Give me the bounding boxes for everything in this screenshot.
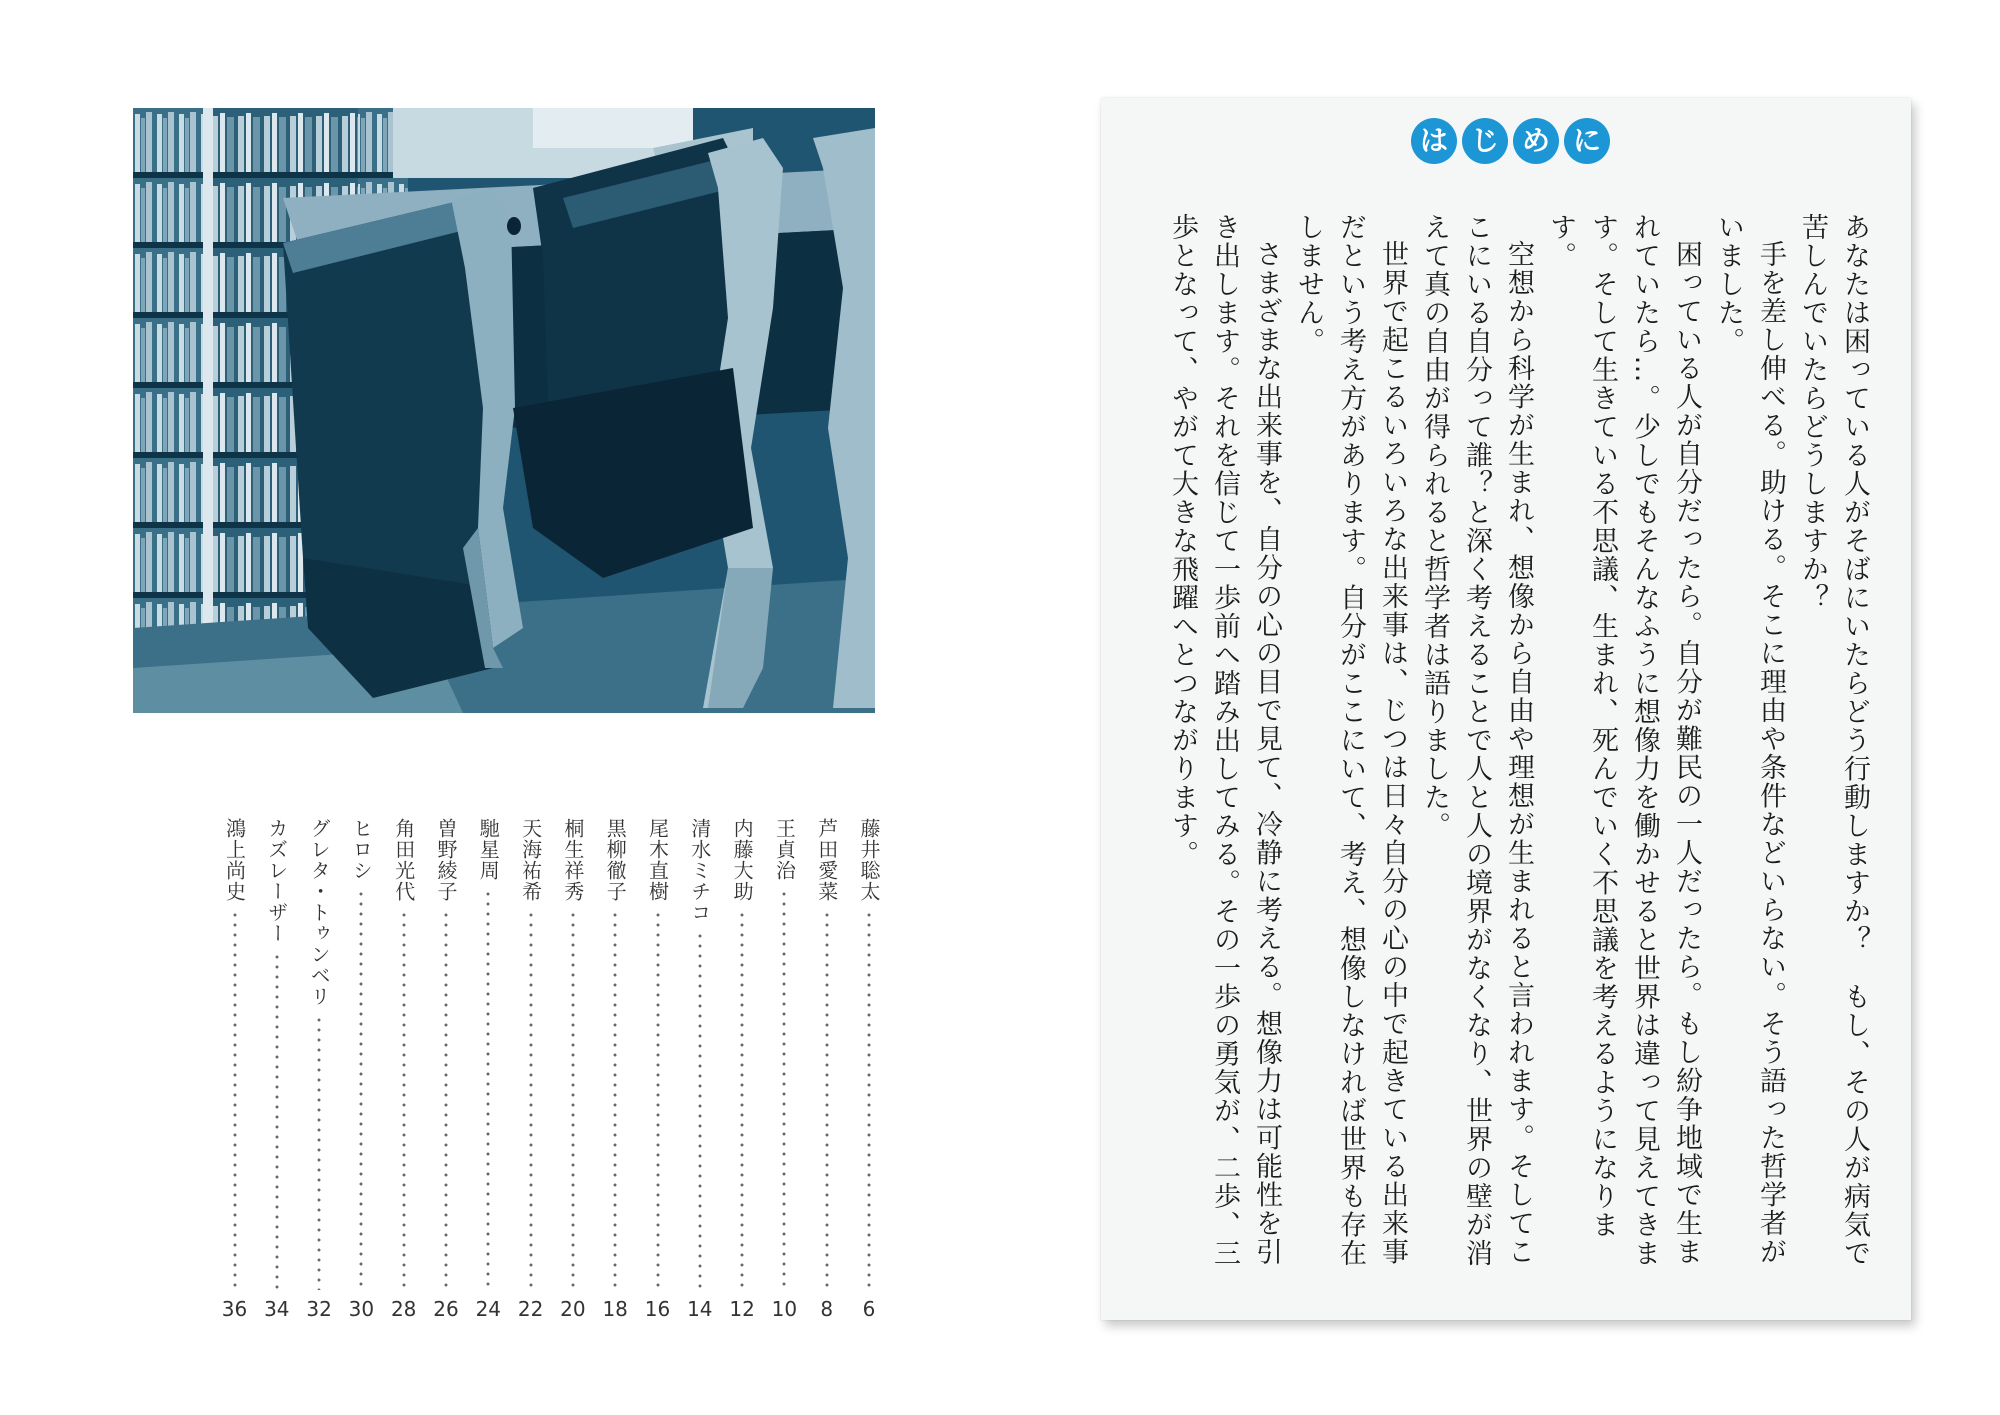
toc-entry-name: 天海祐希	[518, 818, 543, 902]
intro-heading	[1411, 118, 1610, 166]
intro-body-text	[1135, 213, 1875, 1293]
toc-entry-page: 28	[390, 1297, 417, 1321]
toc-entry	[472, 818, 504, 1320]
toc-entry	[768, 818, 800, 1320]
toc-leader-dots	[303, 1015, 335, 1290]
toc-leader-dots	[430, 910, 462, 1290]
heading-char: じ	[1462, 118, 1508, 164]
toc-entry-name: グレタ・トゥンベリ	[307, 818, 332, 1007]
toc-entry-name: ヒロシ	[349, 818, 374, 881]
intro-paragraph: さまざまな出来事を、自分の心の目で見て、冷静に考える。想像力は可能性を引き出します。それを信じて一歩前へ踏み出してみる。その一歩の勇気が、二歩、三歩となって、やがて大きな飛躍へとつながります。	[1167, 213, 1282, 1268]
toc-entry-page: 8	[820, 1297, 834, 1321]
heading-char: め	[1513, 118, 1559, 164]
toc-entry-name: 曽野綾子	[434, 818, 458, 902]
toc-entry-page: 6	[862, 1297, 876, 1321]
toc-entry	[261, 818, 293, 1320]
toc-entry-page: 30	[348, 1297, 375, 1321]
toc-entry-page: 36	[221, 1297, 248, 1321]
toc-leader-dots	[642, 910, 674, 1290]
intro-paragraph: あなたは困っている人がそばにいたらどう行動しますか？ もし、その人が病気で苦しんでいたらどうしますか？	[1797, 213, 1870, 1268]
toc-leader-dots	[219, 910, 251, 1290]
toc-entry-page: 24	[475, 1297, 502, 1321]
toc-leader-dots	[515, 910, 547, 1290]
toc-entry-page: 10	[771, 1297, 798, 1321]
heading-char: に	[1564, 118, 1610, 164]
toc-entry-name: 内藤大助	[730, 818, 755, 902]
toc-entry-page: 14	[687, 1297, 713, 1321]
toc-entry-name: 尾木直樹	[645, 818, 670, 902]
introduction-panel	[1101, 98, 1911, 1320]
toc-entry	[303, 818, 335, 1320]
toc-entry-name: 王貞治	[772, 818, 797, 881]
toc-entry	[684, 818, 716, 1320]
toc-entry-page: 20	[560, 1297, 586, 1321]
toc-entry	[219, 818, 251, 1320]
toc-leader-dots	[811, 910, 843, 1290]
toc-entry-name: 藤井聡太	[857, 818, 881, 902]
toc-entry-name: 角田光代	[391, 818, 416, 902]
toc-entry-page: 22	[517, 1297, 544, 1321]
toc-entry	[811, 818, 843, 1320]
toc-entry-name: 清水ミチコ	[687, 818, 712, 923]
toc-entry-name: 桐生祥秀	[560, 818, 585, 902]
toc-leader-dots	[388, 910, 420, 1290]
toc-leader-dots	[726, 910, 758, 1290]
toc-leader-dots	[768, 889, 800, 1290]
toc-entry-name: 馳星周	[476, 818, 501, 881]
toc-entry-page: 16	[644, 1297, 671, 1321]
toc-entry-page: 34	[264, 1297, 290, 1321]
toc-entry-page: 12	[729, 1297, 755, 1321]
library-chairs-photo	[133, 108, 875, 713]
toc-entry	[642, 818, 674, 1320]
toc-entry	[388, 818, 420, 1320]
toc-entry-name: カズレーザー	[264, 818, 289, 944]
toc-leader-dots	[261, 952, 293, 1290]
toc-leader-dots	[557, 910, 589, 1290]
intro-paragraph: 空想から科学が生まれ、想像から自由や理想が生まれると言われます。そしてここにいる自分って誰？と深く考えることで人と人の境界がなくなり、世界の壁が消えて真の自由が得られると哲学者は語りました。	[1419, 213, 1534, 1268]
intro-paragraph: 困っている人が自分だったら。自分が難民の一人だったら。もし紛争地域で生まれていたら…。少しでもそんなふうに想像力を働かせると世界は違って見えてきます。そして生きている不思議、生まれ、死んでいく不思議を考えるようになります。	[1545, 213, 1702, 1268]
toc-entry	[853, 818, 885, 1320]
toc-entry-page: 26	[433, 1297, 459, 1321]
toc-entry-page: 32	[306, 1297, 332, 1321]
heading-char: は	[1411, 118, 1457, 164]
toc-entry	[599, 818, 631, 1320]
toc-entry-name: 鴻上尚史	[222, 818, 247, 902]
toc-entry	[557, 818, 589, 1320]
toc-entry	[515, 818, 547, 1320]
toc-leader-dots	[853, 910, 885, 1290]
toc-entry	[345, 818, 377, 1320]
table-of-contents	[205, 818, 885, 1338]
toc-entry	[430, 818, 462, 1320]
toc-leader-dots	[599, 910, 631, 1290]
intro-paragraph: 世界で起こるいろいろな出来事は、じつは日々自分の心の中で起きている出来事だという考え方があります。自分がここにいて、考え、想像しなければ世界も存在しません。	[1293, 213, 1408, 1268]
toc-entry-name: 芦田愛菜	[814, 818, 839, 902]
toc-leader-dots	[345, 889, 377, 1290]
toc-leader-dots	[472, 889, 504, 1290]
toc-entry-name: 黒柳徹子	[603, 818, 628, 902]
toc-entry	[726, 818, 758, 1320]
intro-paragraph: 手を差し伸べる。助ける。そこに理由や条件などいらない。そう語った哲学者がいました。	[1713, 213, 1786, 1266]
toc-leader-dots	[684, 931, 716, 1290]
toc-entry-page: 18	[602, 1297, 628, 1321]
